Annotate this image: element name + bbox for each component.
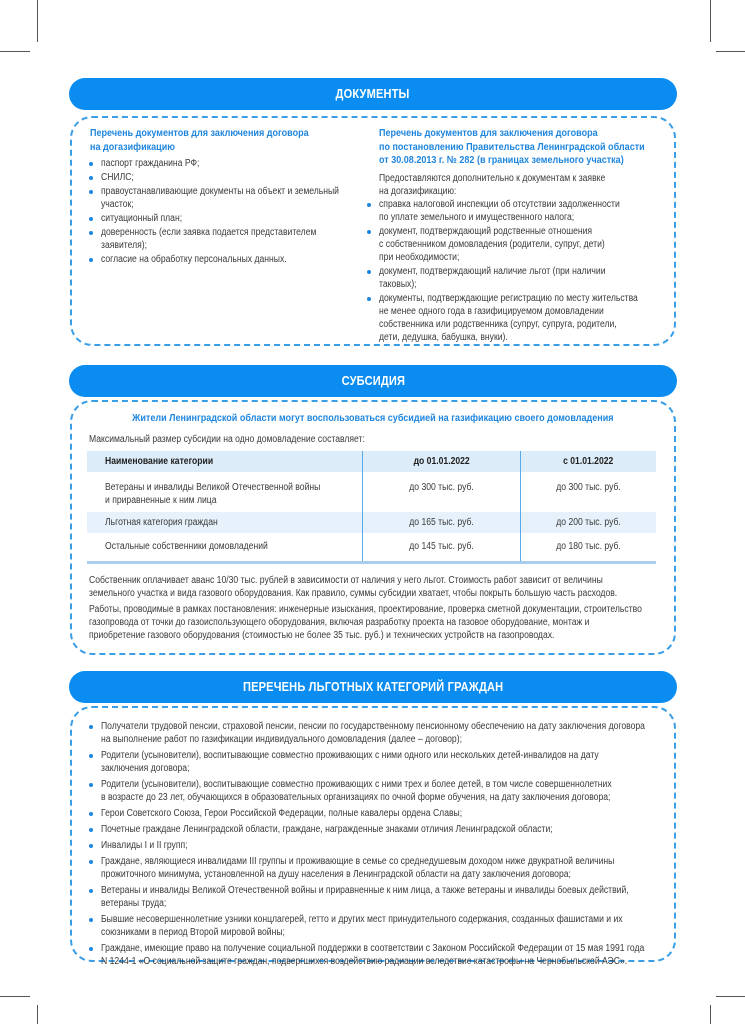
list-item-line: с собственником домовладения (родители, супруг, дети) (379, 239, 605, 250)
section-banner-categories (69, 671, 677, 703)
section-banner-documents (69, 78, 677, 110)
section-title: СУБСИДИЯ (341, 373, 405, 388)
category-line: Остальные собственники домовладений (105, 541, 268, 552)
list-item-line: Инвалиды I и II групп; (101, 840, 188, 851)
table-row (87, 472, 656, 512)
list-item-line: документы, подтверждающие регистрацию по месту жительства (379, 293, 638, 304)
list-item (86, 855, 733, 881)
subsidy-paragraph-2 (89, 603, 732, 642)
list-item-line: союзниками в период Второй мировой войны; (101, 927, 285, 938)
subsidy-intro (89, 433, 410, 446)
paragraph-line: Собственник оплачивает аванс 10/30 тыс. рублей в зависимости от наличия у него льгот. Стоимость работ зависит от величины (89, 575, 603, 586)
heading-line: по постановлению Правительства Ленинградской области (379, 140, 645, 153)
crop-mark (37, 1005, 38, 1024)
list-item (86, 212, 378, 225)
intro-line: на догазификацию: (379, 186, 457, 197)
list-item (86, 807, 733, 820)
category-cell (87, 533, 363, 563)
crop-mark (710, 0, 711, 42)
list-item (364, 265, 680, 291)
paragraph-line: газопровода от точки до газоиспользующего оборудования, включая разработку проекта на газовое оборудование, монтаж и (89, 617, 590, 628)
list-item (86, 942, 733, 968)
list-item-line: СНИЛС; (101, 172, 134, 183)
section-title: ДОКУМЕНТЫ (335, 86, 411, 101)
value-cell (363, 533, 521, 563)
list-item (86, 884, 733, 910)
list-item (86, 185, 378, 211)
list-item-line: N 1244-1 «О социальной защите граждан, подвергшихся воздействию радиации вследствие катастрофы на Чернобыльской АЭС». (101, 956, 628, 967)
list-item (86, 226, 378, 252)
crop-mark (716, 996, 745, 997)
crop-mark (0, 51, 30, 52)
list-item (364, 292, 680, 344)
value-cell (521, 533, 657, 563)
list-item (86, 749, 733, 775)
heading-line: Перечень документов для заключения договора (379, 127, 598, 139)
table-row (87, 512, 656, 533)
list-item-line: участок; (101, 199, 134, 210)
table-header-cell (363, 451, 521, 472)
list-item-line: не менее одного года в газифицируемом домовладении (379, 306, 604, 317)
category-line: Льготная категория граждан (105, 517, 218, 528)
list-item-line: заявителя); (101, 240, 148, 251)
category-line: Ветераны и инвалиды Великой Отечественной войны (105, 482, 321, 493)
list-item-line: согласие на обработку персональных данных. (101, 254, 287, 265)
documents-left-heading (90, 127, 344, 154)
documents-right-heading (379, 127, 688, 168)
list-item-line: Получатели трудовой пенсии, страховой пенсии, пенсии по государственному пенсионному обеспечению на дату заключения договора (101, 721, 645, 732)
list-item-line: в возрасте до 23 лет, обучающихся в образовательных организациях по очной форме обучения, на дату заключения договора; (101, 792, 611, 803)
list-item-line: Граждане, являющиеся инвалидами III группы и проживающие в семье со среднедушевым доходом ниже двукратной величины (101, 856, 615, 867)
list-item (86, 720, 733, 746)
list-item-line: документ, подтверждающий родственные отношения (379, 226, 593, 237)
value-cell (521, 512, 657, 533)
intro-line: Предоставляются дополнительно к документам к заявке (379, 173, 606, 184)
value-before: до 145 тыс. руб. (409, 541, 474, 552)
list-item (86, 839, 733, 852)
crop-mark (710, 1005, 711, 1024)
list-item-line: Почетные граждане Ленинградской области, граждане, награжденные знаками отличия Ленинградской области; (101, 824, 553, 835)
categories-list (86, 720, 733, 971)
documents-left-list (86, 157, 378, 267)
heading-line: Перечень документов для заключения договора (90, 127, 309, 139)
list-item-line: Родители (усыновители), воспитывающие совместно проживающих с ними одного или нескольких детей-инвалидов на дату (101, 750, 599, 761)
list-item-line: Граждане, имеющие право на получение социальной поддержки в соответствии с Законом Российской Федерации от 15 мая 1991 года (101, 943, 645, 954)
section-banner-subsidy (69, 365, 677, 397)
category-line: и приравненные к ним лица (105, 495, 217, 506)
list-item (86, 778, 733, 804)
heading-line: от 30.08.2013 г. № 282 (в границах земельного участка) (379, 154, 624, 166)
subsidy-heading-text: Жители Ленинградской области могут воспользоваться субсидией на газификацию своего домовладения (131, 412, 614, 424)
list-item-line: заключения договора; (101, 763, 190, 774)
list-item-line: при необходимости; (379, 252, 460, 263)
paragraph-line: Работы, проводимые в рамках постановления: инженерные изыскания, проектирование, проверка сметной документации, строительство (89, 604, 642, 615)
value-cell (521, 472, 657, 512)
documents-right-intro (379, 172, 642, 198)
crop-mark (0, 996, 30, 997)
list-item (86, 171, 378, 184)
list-item-line: собственника или родственника (супруг, супруга, родители, (379, 319, 617, 330)
header-label: до 01.01.2022 (413, 456, 470, 467)
list-item-line: Ветераны и инвалиды Великой Отечественной войны и приравненные к ним лица, а также ветераны и инвалиды боевых действий, (101, 885, 629, 896)
list-item-line: таковых); (379, 279, 417, 290)
list-item-line: доверенность (если заявка подается представителем (101, 227, 317, 238)
value-cell (363, 512, 521, 533)
crop-mark (716, 51, 745, 52)
category-cell (87, 512, 363, 533)
table-header-cell (87, 451, 363, 472)
value-after: до 180 тыс. руб. (556, 541, 621, 552)
list-item (86, 157, 378, 170)
list-item (86, 823, 733, 836)
value-cell (363, 472, 521, 512)
list-item (86, 913, 733, 939)
table-row (87, 533, 656, 563)
list-item-line: на выполнение работ по газификации индивидуального домовладения (далее – договор); (101, 734, 462, 745)
header-label: с 01.01.2022 (563, 456, 614, 467)
list-item (86, 253, 378, 266)
header-label: Наименование категории (105, 456, 214, 467)
table-header-cell (521, 451, 657, 472)
crop-mark (37, 0, 38, 42)
list-item-line: паспорт гражданина РФ; (101, 158, 200, 169)
list-item-line: документ, подтверждающий наличие льгот (при наличии (379, 266, 606, 277)
subsidy-heading (0, 412, 745, 426)
list-item-line: Родители (усыновители), воспитывающие совместно проживающих с ними трех и более детей, в том числе совершеннолетних (101, 779, 612, 790)
value-before: до 300 тыс. руб. (409, 482, 474, 493)
list-item (364, 225, 680, 264)
heading-line: на догазификацию (90, 140, 175, 153)
value-before: до 165 тыс. руб. (409, 517, 474, 528)
list-item-line: справка налоговой инспекции об отсутствии задолженности (379, 199, 620, 210)
list-item-line: Бывшие несовершеннолетние узники концлагерей, гетто и других мест принудительного содержания, созданных фашистами и их (101, 914, 623, 925)
list-item-line: ветераны труда; (101, 898, 167, 909)
list-item (364, 198, 680, 224)
value-after: до 200 тыс. руб. (556, 517, 621, 528)
section-title: ПЕРЕЧЕНЬ ЛЬГОТНЫХ КАТЕГОРИЙ ГРАЖДАН (242, 679, 504, 694)
table-header-row (87, 451, 656, 472)
value-after: до 300 тыс. руб. (556, 482, 621, 493)
subsidy-table (87, 451, 656, 564)
list-item-line: правоустанавливающие документы на объект и земельный (101, 186, 339, 197)
list-item-line: Герои Советского Союза, Герои Российской Федерации, полные кавалеры ордена Славы; (101, 808, 463, 819)
paragraph-line: земельного участка и вида газового оборудования. Как правило, суммы субсидии хватает, чтобы покрыть большую часть расходов. (89, 588, 618, 599)
list-item-line: дети, дедушка, бабушка, внуки). (379, 332, 508, 343)
documents-right-list (364, 198, 680, 345)
list-item-line: ситуационный план; (101, 213, 183, 224)
subsidy-intro-text: Максимальный размер субсидии на одно домовладение составляет: (89, 434, 365, 445)
list-item-line: прожиточного минимума, установленной на душу населения в Ленинградской области на дату заключения договора; (101, 869, 571, 880)
subsidy-paragraph-1 (89, 574, 703, 600)
category-cell (87, 472, 363, 512)
list-item-line: по уплате земельного и имущественного налога; (379, 212, 575, 223)
paragraph-line: приобретение газового оборудования (стоимостью не более 35 тыс. руб.) и технических устройств на газопроводах. (89, 630, 555, 641)
